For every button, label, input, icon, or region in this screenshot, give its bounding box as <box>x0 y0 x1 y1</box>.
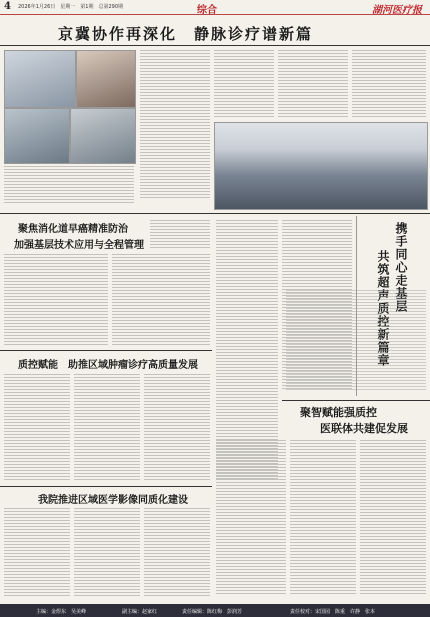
top-headline-rule <box>0 45 430 46</box>
top-story-column-3 <box>278 50 348 118</box>
footer-deputy-editor: 副主编：赵家红 <box>122 609 158 615</box>
top-story-column-4 <box>352 50 426 118</box>
section-title: 综合 <box>197 5 217 16</box>
cancer-story-intro <box>150 220 210 250</box>
footer-bar <box>0 604 430 617</box>
cancer-headline-sub: 加强基层技术应用与全程管理 <box>14 240 144 251</box>
footer-proofreader: 责任校对：宋国园 陈重 许静 张本 <box>290 609 376 615</box>
side-headline-sub: 共筑超声质控新篇章 <box>376 250 390 367</box>
bottom-story-body-2 <box>74 508 140 598</box>
section-divider-3 <box>282 400 430 401</box>
section-divider-1 <box>0 213 430 214</box>
top-headline: 京冀协作再深化 静脉诊疗谱新篇 <box>58 25 314 43</box>
bottom-story-body-1 <box>4 508 70 598</box>
issue-date-line: 2026年1月26日 星期一 第1期 总第290期 <box>18 4 123 10</box>
quality-headline: 质控赋能 助推区域肿瘤诊疗高质量发展 <box>18 360 198 371</box>
quality-story-body-2 <box>74 374 140 482</box>
footer-responsible-editor: 责任编辑：陈红梅 彭润芳 <box>182 609 243 615</box>
photo-conference-hall <box>214 122 428 210</box>
smart-headline-sub: 医联体共建促发展 <box>320 422 408 435</box>
photo-signing-left <box>4 108 70 164</box>
side-story-body <box>286 290 426 390</box>
smart-story-body-3 <box>360 440 426 596</box>
smart-story-body-1 <box>216 440 286 596</box>
photo-caption <box>4 166 134 204</box>
photo-signing-right <box>70 108 136 164</box>
photo-speaker-woman <box>76 50 136 108</box>
masthead <box>0 0 430 15</box>
cancer-story-body-1 <box>4 254 108 346</box>
bottom-story-body-3 <box>144 508 210 598</box>
newspaper-logo: 湖河医疗报 <box>372 5 422 16</box>
photo-speaker-podium <box>4 50 76 108</box>
side-headline-main: 携手同心走基层 <box>394 222 408 313</box>
smart-story-body-2 <box>290 440 356 596</box>
smart-headline-main: 聚智赋能强质控 <box>300 406 377 419</box>
cancer-headline-main: 聚焦消化道早癌精准防治 <box>18 224 128 235</box>
page-number: 4 <box>4 1 11 12</box>
quality-story-body-1 <box>4 374 70 482</box>
bottom-headline: 我院推进区域医学影像同质化建设 <box>38 495 188 506</box>
top-story-column-1 <box>140 50 210 200</box>
section-divider-2 <box>0 350 212 351</box>
quality-story-body-3 <box>144 374 210 482</box>
section-divider-4 <box>0 486 212 487</box>
top-story-column-2 <box>214 50 274 118</box>
cancer-story-body-2 <box>112 254 210 346</box>
footer-editor-in-chief: 主编：金煜东 吴美峰 <box>36 609 87 615</box>
